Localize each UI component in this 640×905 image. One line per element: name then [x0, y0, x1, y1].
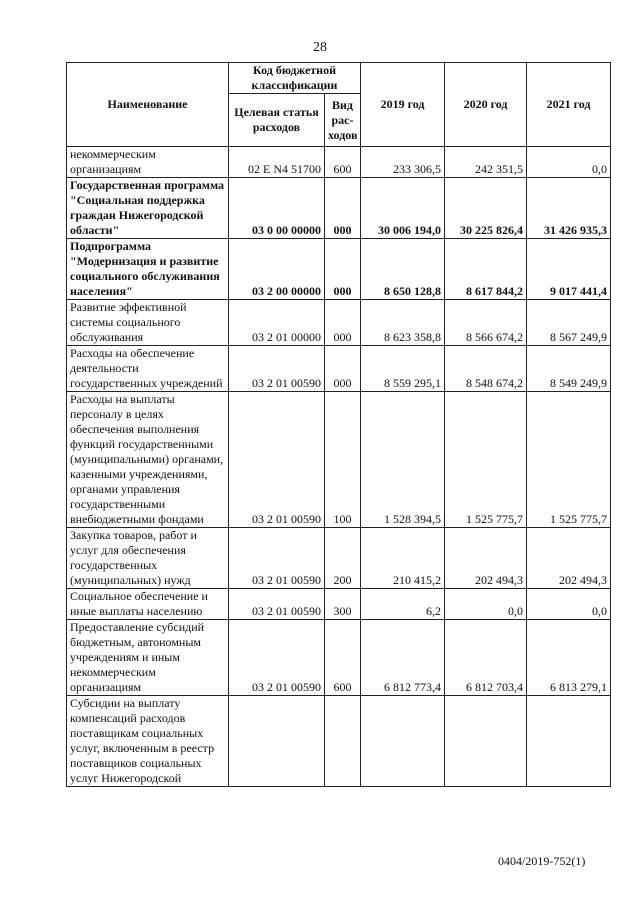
row-name: некоммерческим организациям	[67, 147, 229, 178]
header-expense-kind: Вид рас-ходов	[325, 94, 361, 147]
header-2019: 2019 год	[361, 63, 445, 147]
table-row	[67, 300, 611, 346]
row-kind: 600	[325, 620, 361, 696]
row-kind	[325, 696, 361, 787]
table-row	[67, 392, 611, 528]
row-name: Развитие эффективной системы социального обслуживания	[67, 300, 229, 346]
row-2021: 9 017 441,4	[527, 239, 611, 300]
row-2020: 30 225 826,4	[445, 178, 527, 239]
row-2019: 30 006 194,0	[361, 178, 445, 239]
row-name: Предоставление субсидий бюджетным, автономным учреждениям и иным некоммерческим организациям	[67, 620, 229, 696]
row-2019: 8 559 295,1	[361, 346, 445, 392]
row-code: 03 2 01 00590	[229, 392, 325, 528]
table-row	[67, 620, 611, 696]
row-code: 03 2 01 00590	[229, 528, 325, 589]
row-2019	[361, 696, 445, 787]
row-2019: 6,2	[361, 589, 445, 620]
row-kind: 000	[325, 239, 361, 300]
row-2020: 1 525 775,7	[445, 392, 527, 528]
row-2021: 1 525 775,7	[527, 392, 611, 528]
row-name: Субсидии на выплату компенсаций расходов поставщикам социальных услуг, включенным в реестр поставщиков социальных услуг Нижегородской	[67, 696, 229, 787]
row-2019: 1 528 394,5	[361, 392, 445, 528]
header-2020: 2020 год	[445, 63, 527, 147]
row-code: 03 2 01 00590	[229, 589, 325, 620]
row-kind: 200	[325, 528, 361, 589]
row-name: Государственная программа "Социальная поддержка граждан Нижегородской области"	[67, 178, 229, 239]
row-2021: 0,0	[527, 147, 611, 178]
row-name: Расходы на обеспечение деятельности государственных учреждений	[67, 346, 229, 392]
row-name: Закупка товаров, работ и услуг для обеспечения государственных (муниципальных) нужд	[67, 528, 229, 589]
row-2021: 0,0	[527, 589, 611, 620]
table-row	[67, 147, 611, 178]
row-code: 03 0 00 00000	[229, 178, 325, 239]
row-2020	[445, 696, 527, 787]
header-target-article: Целевая статья расходов	[229, 94, 325, 147]
row-kind: 100	[325, 392, 361, 528]
row-2020: 8 566 674,2	[445, 300, 527, 346]
table-row	[67, 239, 611, 300]
row-2019: 8 650 128,8	[361, 239, 445, 300]
table-row	[67, 178, 611, 239]
row-kind: 000	[325, 300, 361, 346]
row-2021: 202 494,3	[527, 528, 611, 589]
row-2020: 8 617 844,2	[445, 239, 527, 300]
row-kind: 000	[325, 178, 361, 239]
row-2019: 8 623 358,8	[361, 300, 445, 346]
header-name: Наименование	[67, 63, 229, 147]
row-2019: 233 306,5	[361, 147, 445, 178]
row-2020: 242 351,5	[445, 147, 527, 178]
row-kind: 000	[325, 346, 361, 392]
row-2020: 0,0	[445, 589, 527, 620]
row-kind: 300	[325, 589, 361, 620]
table-row	[67, 346, 611, 392]
row-2020: 6 812 703,4	[445, 620, 527, 696]
budget-table	[66, 62, 611, 787]
page-number: 28	[313, 40, 327, 55]
row-name: Социальное обеспечение и иные выплаты населению	[67, 589, 229, 620]
row-code	[229, 696, 325, 787]
header-2021: 2021 год	[527, 63, 611, 147]
table-row	[67, 528, 611, 589]
row-code: 03 2 01 00000	[229, 300, 325, 346]
row-2021: 31 426 935,3	[527, 178, 611, 239]
table-row	[67, 589, 611, 620]
row-2021	[527, 696, 611, 787]
row-2019: 210 415,2	[361, 528, 445, 589]
row-name: Подпрограмма "Модернизация и развитие социального обслуживания населения"	[67, 239, 229, 300]
row-2021: 8 567 249,9	[527, 300, 611, 346]
row-code: 03 2 01 00590	[229, 346, 325, 392]
document-code: 0404/2019-752(1)	[498, 854, 586, 868]
table-row	[67, 696, 611, 787]
row-2020: 202 494,3	[445, 528, 527, 589]
row-kind: 600	[325, 147, 361, 178]
row-code: 03 2 01 00590	[229, 620, 325, 696]
row-2020: 8 548 674,2	[445, 346, 527, 392]
row-2021: 6 813 279,1	[527, 620, 611, 696]
row-2021: 8 549 249,9	[527, 346, 611, 392]
header-code-group: Код бюджетной классификации	[229, 63, 361, 94]
row-name: Расходы на выплаты персоналу в целях обеспечения выполнения функций государственными (муниципальными) органами, казенными учреждениями, органами управления государственными внебюджетными фондами	[67, 392, 229, 528]
row-code: 02 E N4 51700	[229, 147, 325, 178]
row-code: 03 2 00 00000	[229, 239, 325, 300]
row-2019: 6 812 773,4	[361, 620, 445, 696]
